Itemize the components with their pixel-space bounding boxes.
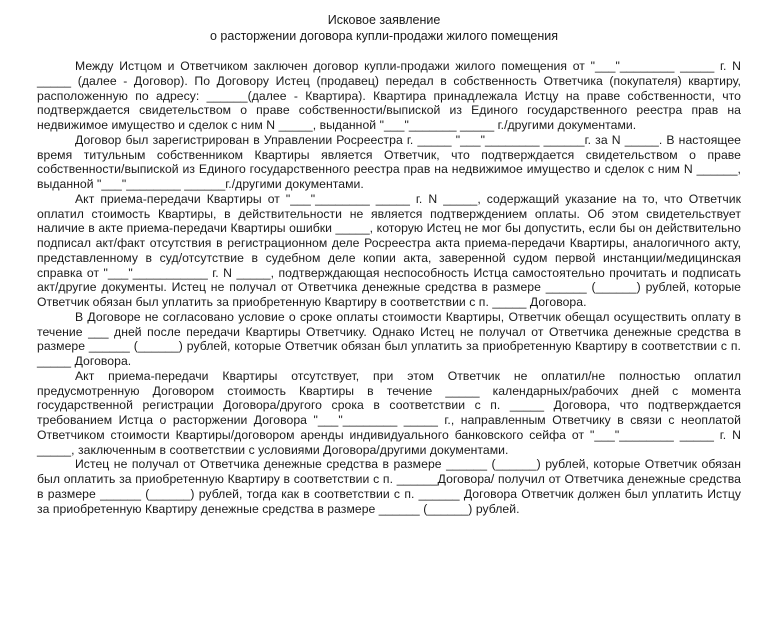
paragraph-contract-conclusion: Между Истцом и Ответчиком заключен договор купли-продажи жилого помещения от "___"________ _____ г. N _____ (далее - Договор). По Договору Истец (продавец) передал в собственность Ответчика (покупателя) квартиру, расположенную по адресу: ______(далее - Квартира). Квартира принадлежала Истцу на праве собственности, что подтверждается свидетельством о праве собственности/выпиской из Единого государственного реестра прав на недвижимое имущество и сделок с ним N _____, выданной "___"_______ _____ г./другими документами.: [37, 59, 741, 132]
paragraph-no-transfer-act: Акт приема-передачи Квартиры отсутствует, при этом Ответчик не оплатил/не полностью оплатил предусмотренную Договором стоимость Квартиры в течение _____ календарных/рабочих дней с момента государственной регистрации Договора/другого срока в соответствии с п. _____ Договора, что подтверждается требованием Истца о расторжении Договора "___"________ _____ г., направленным Ответчику в связи с неоплатой Ответчиком стоимости Квартиры/договором аренды индивидуального банковского сейфа от "___"________ _____ г. N _____, заключенным в соответствии с условиями Договора/другими документами.: [37, 368, 741, 457]
document-subtitle: о расторжении договора купли-продажи жилого помещения: [209, 29, 559, 43]
paragraph-non-payment: Истец не получал от Ответчика денежные средства в размере ______ (______) рублей, которые Ответчик обязан был оплатить за приобретенную Квартиру в соответствии с п. ______Договора/ получил от Ответчика денежные средства в размере ______ (______) рублей, тогда как в соответствии с п. ______ Договора Ответчик должен был уплатить Истцу за приобретенную Квартиру денежные средства в размере ______ (______) рублей.: [37, 457, 741, 516]
document-body: [37, 59, 741, 516]
paragraph-registration: Договор был зарегистрирован в Управлении Росреестра г. _____ "___"________ ______г. за N _____. В настоящее время титульным собственником Квартиры является Ответчик, что подтверждается свидетельством о праве собственности/выпиской из Единого государственного реестра прав на недвижимое имущество и сделок с ним N ______, выданной "___"________ ______г./другими документами.: [37, 132, 741, 191]
document-header: [0, 0, 768, 44]
paragraph-payment-term: В Договоре не согласовано условие о сроке оплаты стоимости Квартиры, Ответчик обещал осуществить оплату в течение ___ дней после передачи Квартиры Ответчику. Однако Истец не получал от Ответчика денежные средства в размере ______ (______) рублей, которые Ответчик обязан был уплатить за приобретенную Квартиру в соответствии с п. _____ Договора.: [37, 309, 741, 368]
document-title: Исковое заявление: [327, 13, 441, 27]
paragraph-transfer-act: Акт приема-передачи Квартиры от "___"________ _____ г. N _____, содержащий указание на то, что Ответчик оплатил стоимость Квартиры, в действительности не является подтверждением оплаты. Об этом свидетельствует наличие в акте приема-передачи Квартиры ошибки _____, которую Истец не мог бы допустить, если бы он действительно подписал акт/факт отсутствия в регистрационном деле Росреестра акта приема-передачи Квартиры, аналогичного акту, представленному в суд/отсутствие в судебном деле копии акта, заверенной судом первой инстанции/медицинская справка от "___"___________ г. N _____, подтверждающая неспособность Истца самостоятельно прочитать и подписать акт/другие документы. Истец не получал от Ответчика денежные средства в размере ______ (______) рублей, которые Ответчик обязан был уплатить за приобретенную Квартиру в соответствии с п. _____ Договора.: [37, 191, 741, 309]
